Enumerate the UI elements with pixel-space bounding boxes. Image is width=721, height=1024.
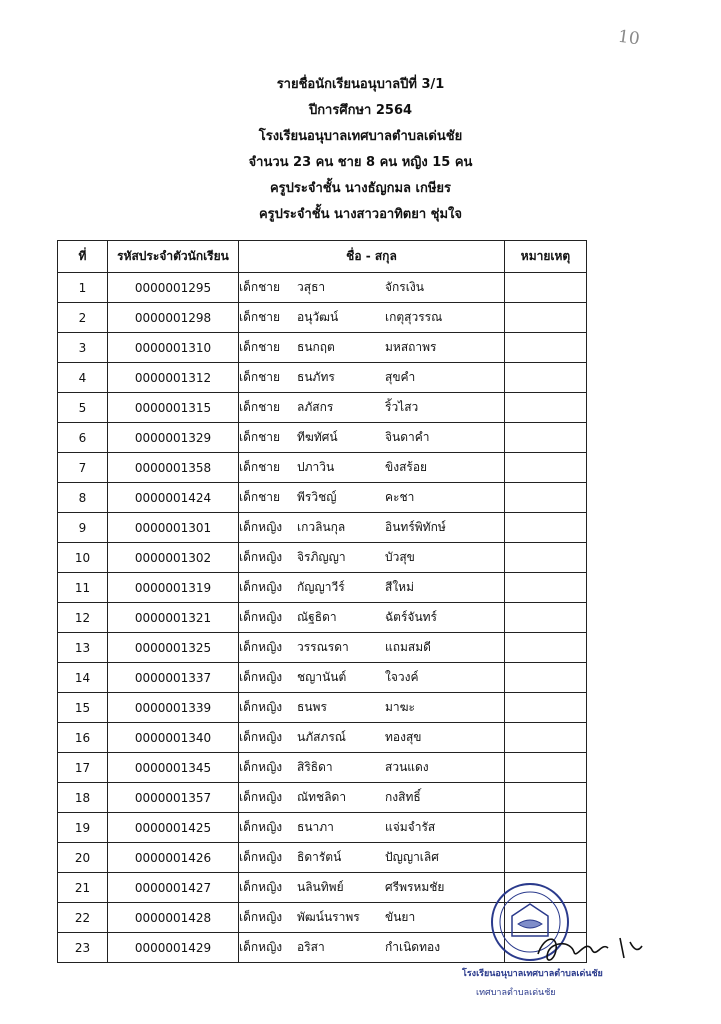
cell-full-name: [239, 903, 505, 933]
name-prefix: เด็กหญิง: [239, 550, 283, 564]
last-name: ขันยา: [385, 910, 416, 924]
cell-no: 23: [58, 933, 108, 963]
cell-full-name: [239, 723, 505, 753]
table-row: [58, 333, 587, 363]
cell-full-name: [239, 873, 505, 903]
name-prefix: เด็กชาย: [239, 460, 281, 474]
last-name: ปัญญาเลิศ: [385, 850, 439, 864]
last-name: ศรีพรหมชัย: [385, 880, 445, 894]
cell-student-id: 0000001428: [108, 903, 239, 933]
cell-no: 9: [58, 513, 108, 543]
column-header-no: ที่: [58, 241, 108, 273]
first-name: เกวลินกุล: [297, 520, 346, 534]
last-name: เกตุสุวรรณ: [385, 310, 443, 324]
cell-full-name: [239, 333, 505, 363]
first-name: ชญานันต์: [297, 670, 347, 684]
last-name: กำเนิดทอง: [385, 940, 441, 954]
first-name: พีรวิชญ์: [297, 490, 337, 504]
name-prefix: เด็กหญิง: [239, 880, 283, 894]
name-prefix: เด็กชาย: [239, 370, 281, 384]
table-row: [58, 363, 587, 393]
table-row: [58, 393, 587, 423]
last-name: ใจวงค์: [385, 670, 419, 684]
cell-remarks: [505, 273, 587, 303]
cell-full-name: [239, 363, 505, 393]
table-row: [58, 753, 587, 783]
table-row: [58, 843, 587, 873]
cell-full-name: [239, 453, 505, 483]
cell-student-id: 0000001310: [108, 333, 239, 363]
cell-student-id: 0000001298: [108, 303, 239, 333]
name-prefix: เด็กหญิง: [239, 670, 283, 684]
cell-remarks: [505, 333, 587, 363]
name-prefix: เด็กหญิง: [239, 850, 283, 864]
cell-remarks: [505, 363, 587, 393]
first-name: วสุธา: [297, 280, 326, 294]
name-prefix: เด็กหญิง: [239, 790, 283, 804]
cell-full-name: [239, 393, 505, 423]
cell-no: 16: [58, 723, 108, 753]
first-name: นภัสภรณ์: [297, 730, 346, 744]
cell-student-id: 0000001329: [108, 423, 239, 453]
cell-no: 10: [58, 543, 108, 573]
table-row: [58, 423, 587, 453]
first-name: ธนพร: [297, 700, 327, 714]
cell-remarks: [505, 633, 587, 663]
cell-full-name: [239, 423, 505, 453]
table-row: [58, 633, 587, 663]
academic-year: ปีการศึกษา 2564: [308, 103, 413, 118]
cell-full-name: [239, 813, 505, 843]
first-name: ธนภัทร: [297, 370, 335, 384]
table-row: [58, 573, 587, 603]
cell-no: 21: [58, 873, 108, 903]
name-prefix: เด็กชาย: [239, 340, 281, 354]
cell-remarks: [505, 843, 587, 873]
first-name: ณัทชลิดา: [297, 790, 347, 804]
table-row: [58, 543, 587, 573]
cell-remarks: [505, 723, 587, 753]
cell-no: 4: [58, 363, 108, 393]
cell-full-name: [239, 783, 505, 813]
last-name: คะชา: [385, 490, 415, 504]
last-name: สีใหม่: [385, 580, 415, 594]
last-name: จักรเงิน: [385, 280, 424, 294]
cell-student-id: 0000001357: [108, 783, 239, 813]
cell-no: 15: [58, 693, 108, 723]
cell-remarks: [505, 393, 587, 423]
table-row: [58, 813, 587, 843]
cell-full-name: [239, 753, 505, 783]
stamp-municipality: เทศบาลตำบลเด่นชัย: [476, 988, 556, 998]
table-row: [58, 783, 587, 813]
cell-student-id: 0000001426: [108, 843, 239, 873]
name-prefix: เด็กหญิง: [239, 910, 283, 924]
table-row: [58, 693, 587, 723]
column-header-student-id: รหัสประจำตัวนักเรียน: [108, 241, 239, 273]
last-name: มาฆะ: [385, 700, 415, 714]
cell-full-name: [239, 633, 505, 663]
cell-no: 1: [58, 273, 108, 303]
cell-remarks: [505, 303, 587, 333]
last-name: สุขคำ: [385, 370, 416, 384]
cell-no: 3: [58, 333, 108, 363]
cell-student-id: 0000001315: [108, 393, 239, 423]
cell-student-id: 0000001429: [108, 933, 239, 963]
last-name: บัวสุข: [385, 550, 415, 564]
cell-no: 13: [58, 633, 108, 663]
last-name: ฉัตร์จันทร์: [385, 610, 438, 624]
name-prefix: เด็กชาย: [239, 310, 281, 324]
roster-title: รายชื่อนักเรียนอนุบาลปีที่ 3/1: [276, 77, 445, 92]
cell-remarks: [505, 453, 587, 483]
name-prefix: เด็กชาย: [239, 430, 281, 444]
last-name: สวนแดง: [385, 760, 429, 774]
homeroom-teacher-1: ครูประจำชั้น นางธัญกมล เกษียร: [269, 181, 451, 196]
homeroom-teacher-2: ครูประจำชั้น นางสาวอาทิตยา ชุ่มใจ: [258, 207, 463, 222]
cell-remarks: [505, 663, 587, 693]
first-name: ทีฆทัศน์: [297, 430, 338, 444]
cell-remarks: [505, 423, 587, 453]
cell-student-id: 0000001425: [108, 813, 239, 843]
cell-student-id: 0000001325: [108, 633, 239, 663]
cell-full-name: [239, 843, 505, 873]
last-name: กงสิทธิ์: [385, 790, 421, 804]
cell-remarks: [505, 483, 587, 513]
first-name: ณัฐธิดา: [297, 610, 337, 624]
cell-no: 12: [58, 603, 108, 633]
cell-remarks: [505, 693, 587, 723]
cell-no: 19: [58, 813, 108, 843]
document-header: [0, 72, 721, 228]
cell-full-name: [239, 303, 505, 333]
last-name: จินดาคำ: [385, 430, 430, 444]
cell-no: 7: [58, 453, 108, 483]
first-name: อนุวัฒน์: [297, 310, 339, 324]
table-row: [58, 723, 587, 753]
student-roster-table: [57, 240, 587, 963]
cell-student-id: 0000001345: [108, 753, 239, 783]
cell-no: 14: [58, 663, 108, 693]
cell-student-id: 0000001337: [108, 663, 239, 693]
stamp-school-name: โรงเรียนอนุบาลเทศบาลตำบลเด่นชัย: [462, 969, 603, 979]
table-body: [58, 273, 587, 963]
cell-full-name: [239, 663, 505, 693]
first-name: จิรภิญญา: [297, 550, 346, 564]
name-prefix: เด็กหญิง: [239, 700, 283, 714]
column-header-remarks: หมายเหตุ: [505, 241, 587, 273]
cell-full-name: [239, 273, 505, 303]
cell-remarks: [505, 753, 587, 783]
cell-remarks: [505, 813, 587, 843]
name-prefix: เด็กชาย: [239, 280, 281, 294]
cell-student-id: 0000001295: [108, 273, 239, 303]
cell-no: 5: [58, 393, 108, 423]
cell-full-name: [239, 483, 505, 513]
cell-remarks: [505, 603, 587, 633]
cell-no: 2: [58, 303, 108, 333]
name-prefix: เด็กหญิง: [239, 760, 283, 774]
name-prefix: เด็กหญิง: [239, 820, 283, 834]
cell-full-name: [239, 543, 505, 573]
table-row: [58, 663, 587, 693]
first-name: สิริธิดา: [297, 760, 333, 774]
cell-student-id: 0000001340: [108, 723, 239, 753]
signature: [530, 928, 650, 968]
table-row: [58, 483, 587, 513]
first-name: ปภาวิน: [297, 460, 335, 474]
first-name: ลภัสกร: [297, 400, 334, 414]
first-name: กัญญาวีร์: [297, 580, 345, 594]
cell-no: 22: [58, 903, 108, 933]
cell-no: 11: [58, 573, 108, 603]
cell-no: 20: [58, 843, 108, 873]
cell-student-id: 0000001358: [108, 453, 239, 483]
cell-student-id: 0000001302: [108, 543, 239, 573]
table-row: [58, 303, 587, 333]
cell-student-id: 0000001321: [108, 603, 239, 633]
student-count: จำนวน 23 คน ชาย 8 คน หญิง 15 คน: [248, 155, 473, 170]
cell-student-id: 0000001312: [108, 363, 239, 393]
last-name: แจ่มจำรัส: [385, 820, 436, 834]
first-name: วรรณรดา: [297, 640, 349, 654]
cell-no: 8: [58, 483, 108, 513]
table-header-row: [58, 241, 587, 273]
page-number: 10: [616, 26, 641, 50]
last-name: แถมสมดี: [385, 640, 431, 654]
name-prefix: เด็กหญิง: [239, 610, 283, 624]
name-prefix: เด็กหญิง: [239, 580, 283, 594]
last-name: ทองสุข: [385, 730, 422, 744]
school-name: โรงเรียนอนุบาลเทศบาลตำบลเด่นชัย: [258, 129, 463, 144]
cell-no: 6: [58, 423, 108, 453]
cell-full-name: [239, 933, 505, 963]
first-name: นลินทิพย์: [297, 880, 344, 894]
cell-student-id: 0000001424: [108, 483, 239, 513]
table-row: [58, 603, 587, 633]
cell-full-name: [239, 573, 505, 603]
last-name: ขิงสร้อย: [385, 460, 428, 474]
cell-remarks: [505, 513, 587, 543]
table-row: [58, 513, 587, 543]
cell-remarks: [505, 573, 587, 603]
cell-full-name: [239, 603, 505, 633]
cell-no: 18: [58, 783, 108, 813]
cell-student-id: 0000001319: [108, 573, 239, 603]
last-name: ริ้วไสว: [385, 400, 419, 414]
table-row: [58, 273, 587, 303]
last-name: อินทร์พิทักษ์: [385, 520, 446, 534]
name-prefix: เด็กหญิง: [239, 940, 283, 954]
name-prefix: เด็กชาย: [239, 490, 281, 504]
first-name: อริสา: [297, 940, 325, 954]
name-prefix: เด็กหญิง: [239, 520, 283, 534]
last-name: มหสถาพร: [385, 340, 437, 354]
first-name: ธิดารัตน์: [297, 850, 342, 864]
first-name: ธนกฤต: [297, 340, 335, 354]
name-prefix: เด็กหญิง: [239, 730, 283, 744]
name-prefix: เด็กหญิง: [239, 640, 283, 654]
first-name: พัฒน์นราพร: [297, 910, 360, 924]
cell-student-id: 0000001339: [108, 693, 239, 723]
name-prefix: เด็กชาย: [239, 400, 281, 414]
table-row: [58, 453, 587, 483]
cell-full-name: [239, 693, 505, 723]
cell-full-name: [239, 513, 505, 543]
cell-remarks: [505, 543, 587, 573]
cell-remarks: [505, 783, 587, 813]
column-header-name: ชื่อ - สกุล: [239, 241, 505, 273]
cell-student-id: 0000001301: [108, 513, 239, 543]
first-name: ธนาภา: [297, 820, 334, 834]
cell-no: 17: [58, 753, 108, 783]
cell-student-id: 0000001427: [108, 873, 239, 903]
